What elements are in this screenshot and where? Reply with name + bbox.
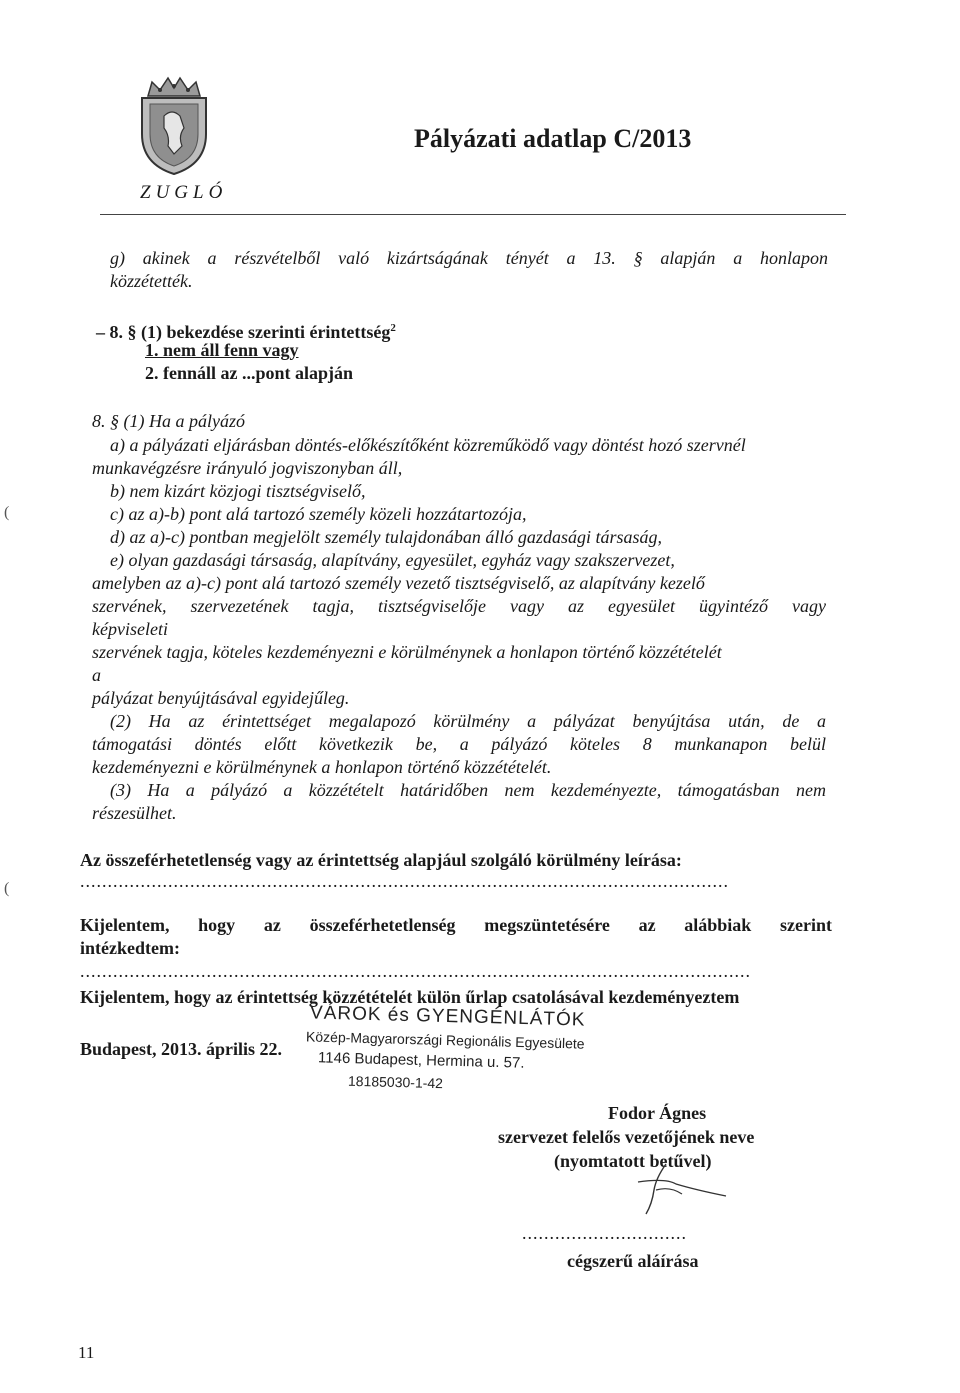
declaration-1-line2: intézkedtem: [80,938,180,958]
incompatibility-dots: ...................................................................................................................... [80,871,729,891]
option-not-applicable-text: 1. nem áll fenn vagy [145,340,299,360]
incompatibility-heading: Az összeférhetetlenség vagy az érintettség alapjául szolgáló körülmény leírása: [80,850,682,870]
stamp-line2: Közép-Magyarországi Regionális Egyesülete [305,1028,585,1052]
option-not-applicable [145,339,299,361]
footnote-mark: 2 [390,322,396,334]
signer-role-note: (nyomtatott betűvel) [554,1151,712,1171]
declaration-1-dots: .......................................................................................................................... [80,961,751,981]
page-title: Pályázati adatlap C/2013 [414,124,692,153]
section8-e-line1: e) olyan gazdasági társaság, alapítvány, egyesület, egyház vagy szakszervezet, [110,550,675,570]
handwritten-signature [616,1160,736,1220]
option-applicable: 2. fennáll az ...pont alapján [145,363,354,383]
section8-p2-line3: kezdeményezni e körülménynek a honlapon történő közzétételét. [92,757,552,777]
section8-c: c) az a)-b) pont alá tartozó személy közeli hozzátartozója, [110,504,527,524]
declaration-2: Kijelentem, hogy az érintettség közzétételét külön űrlap csatolásával kezdeményeztem [80,987,740,1007]
stamp-line3: 1146 Budapest, Hermina u. 57. [317,1049,525,1072]
section8-a-line1: a) a pályázati eljárásban döntés-előkészítőként közreműködő vagy döntést hozó szervnél [110,435,746,455]
section8-p2-line1: (2) Ha az érintettséget megalapozó körülmény a pályázat benyújtása után, de a [110,711,826,731]
page-number: 11 [78,1343,95,1362]
margin-mark: ( [4,504,10,521]
section8-e-line5: szervének tagja, köteles kezdeményezni e körülménynek a honlapon történő közzétételét [92,642,722,662]
stamp-line1: VÁROK és GYENGÉNLÁTÓK [309,1002,586,1031]
section8-b: b) nem kizárt közjogi tisztségviselő, [110,481,366,501]
section8-p3-line1: (3) Ha a pályázó a közzétételt határidőben nem kezdeményezte, támogatásban nem [110,780,826,800]
section8-p3-line2: részesülhet. [92,803,177,823]
section8-e-line6: a [92,665,101,685]
section8-e-line2: amelyben az a)-c) pont alá tartozó személy vezető tisztségviselő, az alapítvány kezelő [92,573,705,593]
header-divider [100,214,846,215]
section8-e-line7: pályázat benyújtásával egyidejűleg. [92,688,350,708]
city-name: ZUGLÓ [140,182,228,203]
section8-d: d) az a)-c) pontban megjelölt személy tulajdonában álló gazdasági társaság, [110,527,662,547]
section8-heading: 8. § (1) Ha a pályázó [92,411,245,431]
margin-mark-2: ( [4,880,10,897]
section8-e-line4: képviseleti [92,619,168,639]
section8-e-line3: szervének, szervezetének tagja, tisztségviselője vagy az egyesület ügyintéző vagy [92,596,826,616]
section8-involvement-text: – 8. § (1) bekezdése szerinti érintettség [96,322,391,342]
zuglo-crest-icon [138,76,210,176]
signature-dots: .............................. [522,1223,687,1243]
signer-role: szervezet felelős vezetőjének neve [498,1127,755,1147]
section8-p2-line2: támogatási döntés előtt következik be, a pályázó köteles 8 munkanapon belül [92,734,826,754]
declaration-1-line1: Kijelentem, hogy az összeférhetetlenség megszüntetésére az alábbiak szerint [80,915,832,935]
signer-name: Fodor Ágnes [608,1103,707,1123]
stamp-line4: 18185030-1-42 [347,1072,444,1092]
signature-label: cégszerű aláírása [567,1251,699,1271]
intro-g-line1: g) akinek a részvételből való kizártságának tényét a 13. § alapján a honlapon [110,248,828,268]
section8-a-line2: munkavégzésre irányuló jogviszonyban áll, [92,458,403,478]
place-date: Budapest, 2013. április 22. [80,1039,283,1059]
intro-g-line2: közzétették. [110,271,193,291]
